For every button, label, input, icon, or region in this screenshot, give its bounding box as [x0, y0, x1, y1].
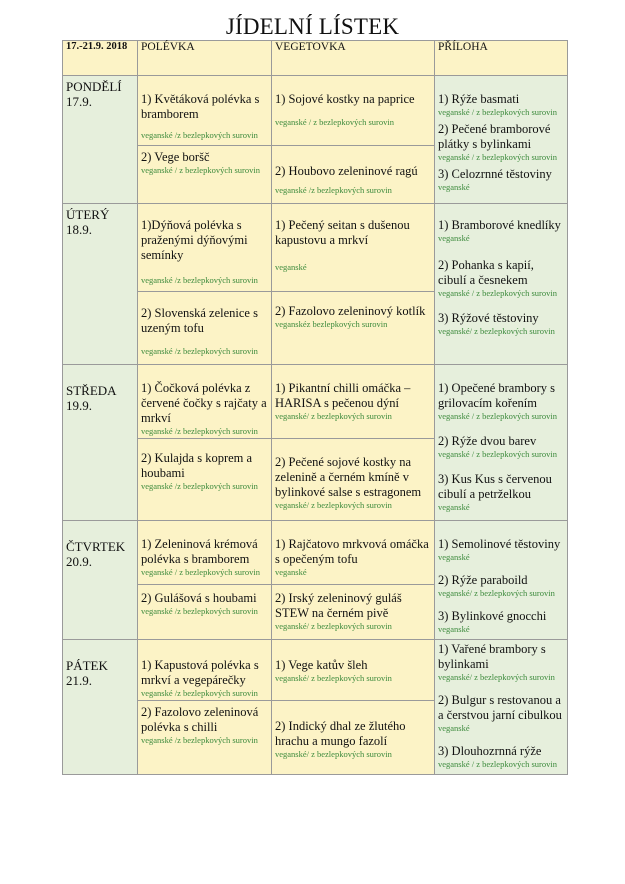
day-name: PONDĚLÍ — [66, 79, 122, 94]
side-name: 1) Bramborové knedlíky — [438, 218, 561, 232]
diet-tag: veganské — [438, 624, 470, 634]
day-date: 20.9. — [66, 554, 92, 569]
veg-cell — [272, 292, 435, 365]
veg-name: 2) Pečené sojové kostky na zelenině a černém kmíně v bylinkové salse s estragonem — [275, 455, 422, 499]
veg-name: 1) Sojové kostky na paprice — [275, 92, 415, 106]
soup-cell — [138, 701, 272, 775]
veg-cell — [272, 701, 435, 775]
diet-tag: veganské/ z bezlepkových surovin — [438, 588, 555, 598]
side-cell — [435, 76, 568, 204]
date-range-header: 17.-21.9. 2018 — [63, 41, 138, 76]
side-name: 3) Rýžové těstoviny — [438, 311, 539, 325]
day-row-tuesday — [63, 204, 568, 292]
diet-tag: veganské/ z bezlepkových surovin — [438, 672, 555, 682]
diet-tag: veganské / z bezlepkových surovin — [141, 567, 260, 577]
soup-cell — [138, 640, 272, 701]
diet-tag: veganské / z bezlepkových surovin — [438, 152, 557, 162]
side-name: 2) Pohanka s kapií, cibulí a česnekem — [438, 258, 534, 287]
side-name: 3) Celozrnné těstoviny — [438, 167, 552, 181]
side-cell — [435, 521, 568, 640]
diet-tag: veganské / z bezlepkových surovin — [438, 411, 557, 421]
soup-cell — [138, 204, 272, 292]
soup-cell — [138, 76, 272, 146]
day-cell-friday — [63, 640, 138, 775]
diet-tag: veganské — [275, 262, 307, 272]
diet-tag: veganské/ z bezlepkových surovin — [275, 749, 392, 760]
veg-name: 2) Fazolovo zeleninový kotlík — [275, 304, 426, 318]
day-cell-wednesday — [63, 365, 138, 521]
soup-name: 1) Čočková polévka z červené čočky s rajčaty a mrkví — [141, 381, 267, 425]
side-cell — [435, 365, 568, 521]
diet-tag: veganské — [438, 233, 470, 243]
soup-cell — [138, 584, 272, 639]
veg-cell — [272, 146, 435, 204]
day-date: 18.9. — [66, 222, 92, 237]
soup-name: 2) Gulášová s houbami — [141, 590, 257, 605]
veg-name: 1) Rajčatovo mrkvová omáčka s opečeným tofu — [275, 537, 429, 566]
side-name: 1) Vařené brambory s bylinkami — [438, 642, 546, 671]
diet-tag: veganské /z bezlepkových surovin — [141, 275, 258, 285]
diet-tag: veganské /z bezlepkových surovin — [141, 130, 258, 140]
diet-tag: veganské /z bezlepkových surovin — [141, 735, 258, 746]
day-name: STŘEDA — [66, 383, 117, 398]
diet-tag: veganskéz bezlepkových surovin — [275, 319, 388, 329]
soup-name: 1) Kapustová polévka s mrkví a vegepárečky — [141, 658, 259, 687]
side-name: 1) Opečené brambory s grilovacím kořením — [438, 381, 555, 410]
side-cell — [435, 204, 568, 365]
veg-cell — [272, 640, 435, 701]
diet-tag: veganské /z bezlepkových surovin — [275, 185, 392, 195]
veg-cell — [272, 439, 435, 521]
veg-cell — [272, 76, 435, 146]
diet-tag: veganské / z bezlepkových surovin — [438, 107, 557, 117]
diet-tag: veganské — [438, 552, 470, 562]
side-cell — [435, 640, 568, 775]
day-name: ČTVRTEK — [66, 539, 126, 554]
diet-tag: veganské / z bezlepkových surovin — [275, 117, 394, 127]
diet-tag: veganské/ z bezlepkových surovin — [275, 673, 392, 683]
soup-cell — [138, 439, 272, 521]
day-cell-tuesday — [63, 204, 138, 365]
day-date: 19.9. — [66, 398, 92, 413]
soup-cell — [138, 365, 272, 439]
soup-name: 1)Dýňová polévka s praženými dýňovými semínky — [141, 218, 248, 262]
day-cell-thursday — [63, 521, 138, 640]
diet-tag: veganské — [275, 567, 307, 577]
veg-name: 1) Pikantní chilli omáčka – HARISA s pečenou dýní — [275, 381, 411, 410]
diet-tag: veganské /z bezlepkových surovin — [141, 605, 258, 616]
side-name: 1) Rýže basmati — [438, 92, 520, 106]
veg-name: 1) Pečený seitan s dušenou kapustovu a mrkví — [275, 218, 410, 247]
diet-tag: veganské / z bezlepkových surovin — [438, 288, 557, 298]
veg-cell — [272, 365, 435, 439]
page-title: JÍDELNÍ LÍSTEK — [225, 14, 400, 39]
menu-table — [62, 40, 568, 775]
diet-tag: veganské / z bezlepkových surovin — [141, 165, 260, 175]
side-name: 2) Rýže paraboild — [438, 573, 528, 587]
veg-cell — [272, 521, 435, 585]
diet-tag: veganské /z bezlepkových surovin — [141, 481, 258, 491]
day-name: ÚTERÝ — [66, 207, 110, 222]
side-name: 3) Bylinkové gnocchi — [438, 609, 547, 623]
diet-tag: veganské/ z bezlepkových surovin — [275, 411, 392, 421]
soup-name: 2) Vege boršč — [141, 150, 210, 164]
side-name: 2) Rýže dvou barev — [438, 434, 537, 448]
veg-name: 2) Indický dhal ze žlutého hrachu a mungo fazolí — [275, 719, 406, 749]
veg-cell — [272, 204, 435, 292]
soup-cell — [138, 292, 272, 365]
soup-name: 1) Zeleninová krémová polévka s bramborem — [141, 537, 258, 566]
veg-name: 2) Irský zeleninový guláš STEW na černém pivě — [275, 590, 402, 620]
diet-tag: veganské /z bezlepkových surovin — [141, 688, 258, 698]
side-column-header: PŘÍLOHA — [435, 41, 568, 76]
side-name: 3) Dlouhozrnná rýže — [438, 744, 542, 758]
veg-column-header: VEGETOVKA — [272, 41, 435, 76]
diet-tag: veganské /z bezlepkových surovin — [141, 426, 258, 436]
header-row — [63, 41, 568, 76]
day-cell-monday — [63, 76, 138, 204]
soup-name: 2) Slovenská zelenice s uzeným tofu — [141, 306, 258, 335]
soup-cell — [138, 521, 272, 585]
diet-tag: veganské — [438, 502, 470, 512]
veg-cell — [272, 584, 435, 639]
soup-column-header: POLÉVKA — [138, 41, 272, 76]
day-row-thursday — [63, 521, 568, 585]
side-name: 1) Semolinové těstoviny — [438, 537, 561, 551]
diet-tag: veganské/ z bezlepkových surovin — [275, 620, 392, 631]
soup-name: 2) Fazolovo zeleninová polévka s chilli — [141, 705, 259, 735]
day-date: 17.9. — [66, 94, 92, 109]
side-name: 3) Kus Kus s červenou cibulí a petrželkou — [438, 472, 552, 501]
diet-tag: veganské / z bezlepkových surovin — [438, 449, 557, 459]
diet-tag: veganské/ z bezlepkových surovin — [275, 500, 392, 510]
day-name: PÁTEK — [66, 658, 108, 673]
day-row-friday — [63, 640, 568, 701]
diet-tag: veganské / z bezlepkových surovin — [438, 759, 557, 769]
side-name: 2) Pečené bramborové plátky s bylinkami — [438, 122, 551, 151]
veg-name: 2) Houbovo zeleninové ragú — [275, 164, 418, 178]
diet-tag: veganské — [438, 182, 470, 192]
day-date: 21.9. — [66, 673, 92, 688]
diet-tag: veganské /z bezlepkových surovin — [141, 346, 258, 356]
veg-name: 1) Vege katův šleh — [275, 658, 368, 672]
soup-name: 2) Kulajda s koprem a houbami — [141, 451, 253, 480]
diet-tag: veganské/ z bezlepkových surovin — [438, 326, 555, 336]
soup-cell — [138, 146, 272, 204]
soup-name: 1) Květáková polévka s bramborem — [141, 92, 260, 121]
day-row-wednesday — [63, 365, 568, 439]
diet-tag: veganské — [438, 723, 470, 733]
side-name: 2) Bulgur s restovanou a a čerstvou jarní cibulkou — [438, 693, 562, 722]
day-row-monday — [63, 76, 568, 146]
